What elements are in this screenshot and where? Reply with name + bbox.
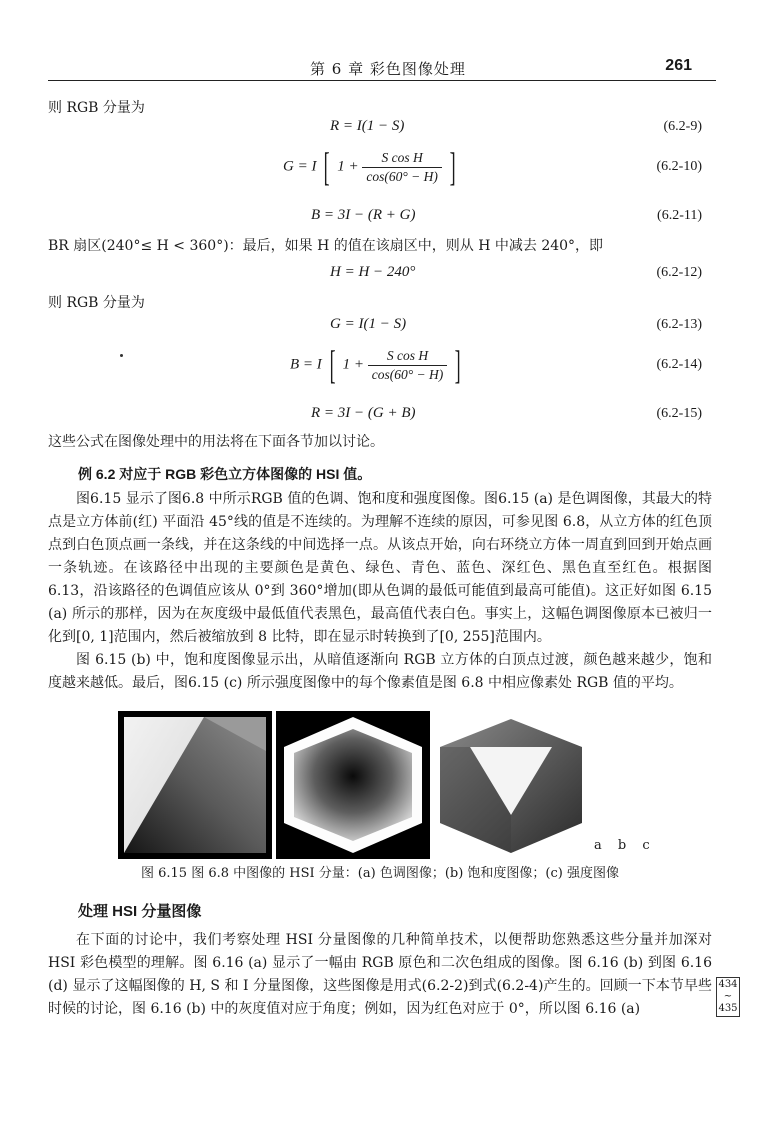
equation-number: (6.2-14) <box>656 357 702 372</box>
equation-number: (6.2-11) <box>657 208 702 223</box>
fraction-numerator: S cos H <box>368 348 448 366</box>
section-body <box>48 929 712 1021</box>
after-equation-text: 这些公式在图像处理中的用法将在下面各节加以讨论。 <box>48 434 384 450</box>
fraction <box>368 348 448 383</box>
br-sector-text: BR 扇区(240°≤ H < 360°)：最后，如果 H 的值在该扇区中，则从 H 中减去 240°，即 <box>48 238 604 254</box>
equation-number: (6.2-10) <box>656 159 702 174</box>
left-bracket: [ <box>329 342 336 387</box>
intro-text-2: 则 RGB 分量为 <box>48 295 145 311</box>
equation-6-2-14 <box>290 342 464 387</box>
header-rule <box>48 80 716 81</box>
chapter-header: 第 6 章 彩色图像处理 <box>310 60 466 78</box>
equation-number: (6.2-9) <box>663 119 702 134</box>
equation-6-2-10 <box>283 144 459 189</box>
right-bracket: ] <box>454 342 461 387</box>
example-title: 例 6.2 对应于 RGB 彩色立方体图像的 HSI 值。 <box>78 466 372 482</box>
margin-page-sep: ~ <box>723 991 733 1002</box>
example-paragraph-1: 图6.15 显示了图6.8 中所示RGB 值的色调、饱和度和强度图像。图6.15 (a) 是色调图像，其最大的特点是立方体前(红) 平面沿 45°线的值是不连续的。为理解不连续的原因，可参见图 6.8，从立方体的红色顶点到白色顶点画一条线，并在这条线的中间选择一点。从该点开始，向右环绕立方体一周直到回到开始点画一条轨迹。在该路径中出现的主要颜色是黄色、绿色、青色、蓝色、深红色、黑色直至红色。根据图 6.13，沿该路径的色调值应该从 0°到 360°增加(即从色调的最低可能值到最高可能值)。这正好如图 6.15 (a) 所示的那样，因为在灰度级中最低值代表黑色，最高值代表白色。事实上，这幅色调图像原本已被归一化到[0, 1]范围内，然后被缩放到 8 比特，即在显示时转换到了[0, 255]范围内。 <box>48 491 712 645</box>
example-body <box>48 488 712 695</box>
eq-one: 1 + <box>342 356 364 373</box>
saturation-image-panel <box>276 711 430 859</box>
intro-text-1: 则 RGB 分量为 <box>48 100 145 116</box>
fraction-denominator: cos(60° − H) <box>366 168 438 184</box>
equation-6-2-9: R = I(1 − S) <box>330 118 405 134</box>
example-paragraph-2: 图 6.15 (b) 中，饱和度图像显示出，从暗值逐渐向 RGB 立方体的白顶点过渡，颜色越来越少，饱和度越来越低。最后，图6.15 (c) 所示强度图像中的每个像素值是图 6.8 中相应像素处 RGB 值的平均。 <box>48 652 712 691</box>
fraction <box>362 150 442 185</box>
equation-6-2-13: G = I(1 − S) <box>330 316 407 332</box>
right-bracket: ] <box>449 144 456 189</box>
panel-letters: a b c <box>594 838 656 853</box>
margin-page-top: 434 <box>718 979 738 990</box>
eq-one: 1 + <box>337 158 359 175</box>
section-title: 处理 HSI 分量图像 <box>78 903 202 920</box>
equation-number: (6.2-12) <box>656 265 702 280</box>
hue-image-panel <box>118 711 272 859</box>
fraction-numerator: S cos H <box>362 150 442 168</box>
margin-page-bottom: 435 <box>718 1003 738 1014</box>
equation-6-2-15: R = 3I − (G + B) <box>311 405 416 421</box>
eq-lhs: G = I <box>283 158 317 175</box>
intensity-image-panel <box>434 711 588 859</box>
left-bracket: [ <box>323 144 330 189</box>
equation-number: (6.2-13) <box>656 317 702 332</box>
margin-page-reference <box>716 977 740 1017</box>
equation-number: (6.2-15) <box>656 406 702 421</box>
scan-speck <box>120 354 123 357</box>
figure-caption: 图 6.15 图 6.8 中图像的 HSI 分量：(a) 色调图像；(b) 饱和度图像；(c) 强度图像 <box>141 866 619 881</box>
equation-6-2-11: B = 3I − (R + G) <box>311 207 416 223</box>
equation-6-2-12: H = H − 240° <box>330 264 416 280</box>
fraction-denominator: cos(60° − H) <box>371 366 444 382</box>
eq-lhs: B = I <box>290 356 322 373</box>
page-number: 261 <box>665 57 692 74</box>
section-paragraph-1: 在下面的讨论中，我们考察处理 HSI 分量图像的几种简单技术，以便帮助您熟悉这些分量并加深对 HSI 彩色模型的理解。图 6.16 (a) 显示了一幅由 RGB 原色和二次色组成的图像。图 6.16 (b) 到图 6.16 (d) 显示了这幅图像的 H, S 和 I 分量图像，这些图像是用式(6.2-2)到式(6.2-4)产生的。回顾一下本节早些时候的讨论，图 6.16 (b) 中的灰度值对应于角度；例如，因为红色对应于 0°，所以图 6.16 (a) <box>48 932 712 1017</box>
